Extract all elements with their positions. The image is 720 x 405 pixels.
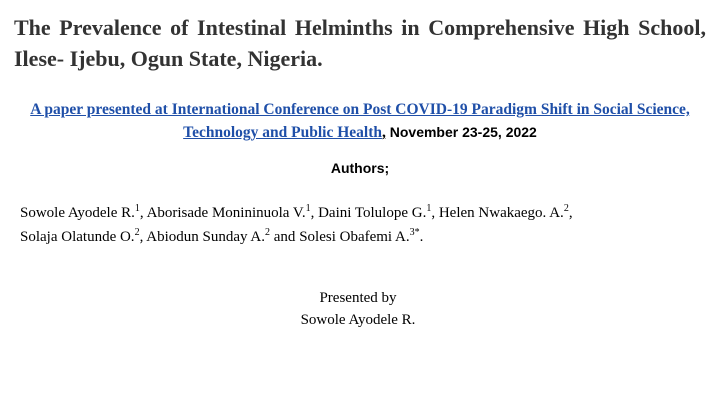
presenter-block bbox=[0, 287, 716, 331]
author-affiliation: 1 bbox=[426, 203, 432, 214]
author-affiliation: 2 bbox=[134, 227, 140, 238]
presented-by-label: Presented by bbox=[319, 290, 397, 306]
conference-separator: , bbox=[381, 124, 386, 141]
author-name: Abiodun Sunday A. bbox=[146, 229, 266, 245]
conference-link[interactable]: A paper presented at International Conference on Post COVID-19 Paradigm Shift in Social Science, Technology and Public Health bbox=[30, 101, 690, 141]
author-affiliation: 1 bbox=[305, 203, 311, 214]
conference-date: November 23-25, 2022 bbox=[385, 124, 537, 140]
author-separator: , bbox=[431, 205, 439, 221]
author-separator: , bbox=[139, 229, 147, 245]
author-name: Helen Nwakaego. A. bbox=[438, 205, 564, 221]
conference-line bbox=[14, 98, 706, 144]
author-separator: . bbox=[419, 229, 424, 245]
author-separator: and bbox=[270, 229, 300, 245]
author-name: Sowole Ayodele R. bbox=[20, 205, 135, 221]
authors-heading: Authors; bbox=[330, 160, 390, 176]
paper-title: The Prevalence of Intestinal Helminths in Comprehensive High School, Ilese- Ijebu, Ogun State, Nigeria. bbox=[14, 15, 706, 71]
author-name: Solaja Olatunde O. bbox=[20, 229, 135, 245]
author-separator: , bbox=[310, 205, 319, 221]
author-name: Solesi Obafemi A. bbox=[299, 229, 410, 245]
author-affiliation: 2 bbox=[265, 227, 271, 238]
presenter-name: Sowole Ayodele R. bbox=[300, 312, 416, 328]
author-name: Aborisade Monininuola V. bbox=[146, 205, 306, 221]
author-affiliation: 2 bbox=[563, 203, 569, 214]
author-affiliation: 1 bbox=[134, 203, 140, 214]
authors-list bbox=[20, 201, 710, 249]
author-separator: , bbox=[568, 205, 573, 221]
author-name: Daini Tolulope G. bbox=[318, 205, 427, 221]
author-separator: , bbox=[139, 205, 147, 221]
author-affiliation: 3* bbox=[409, 227, 420, 238]
